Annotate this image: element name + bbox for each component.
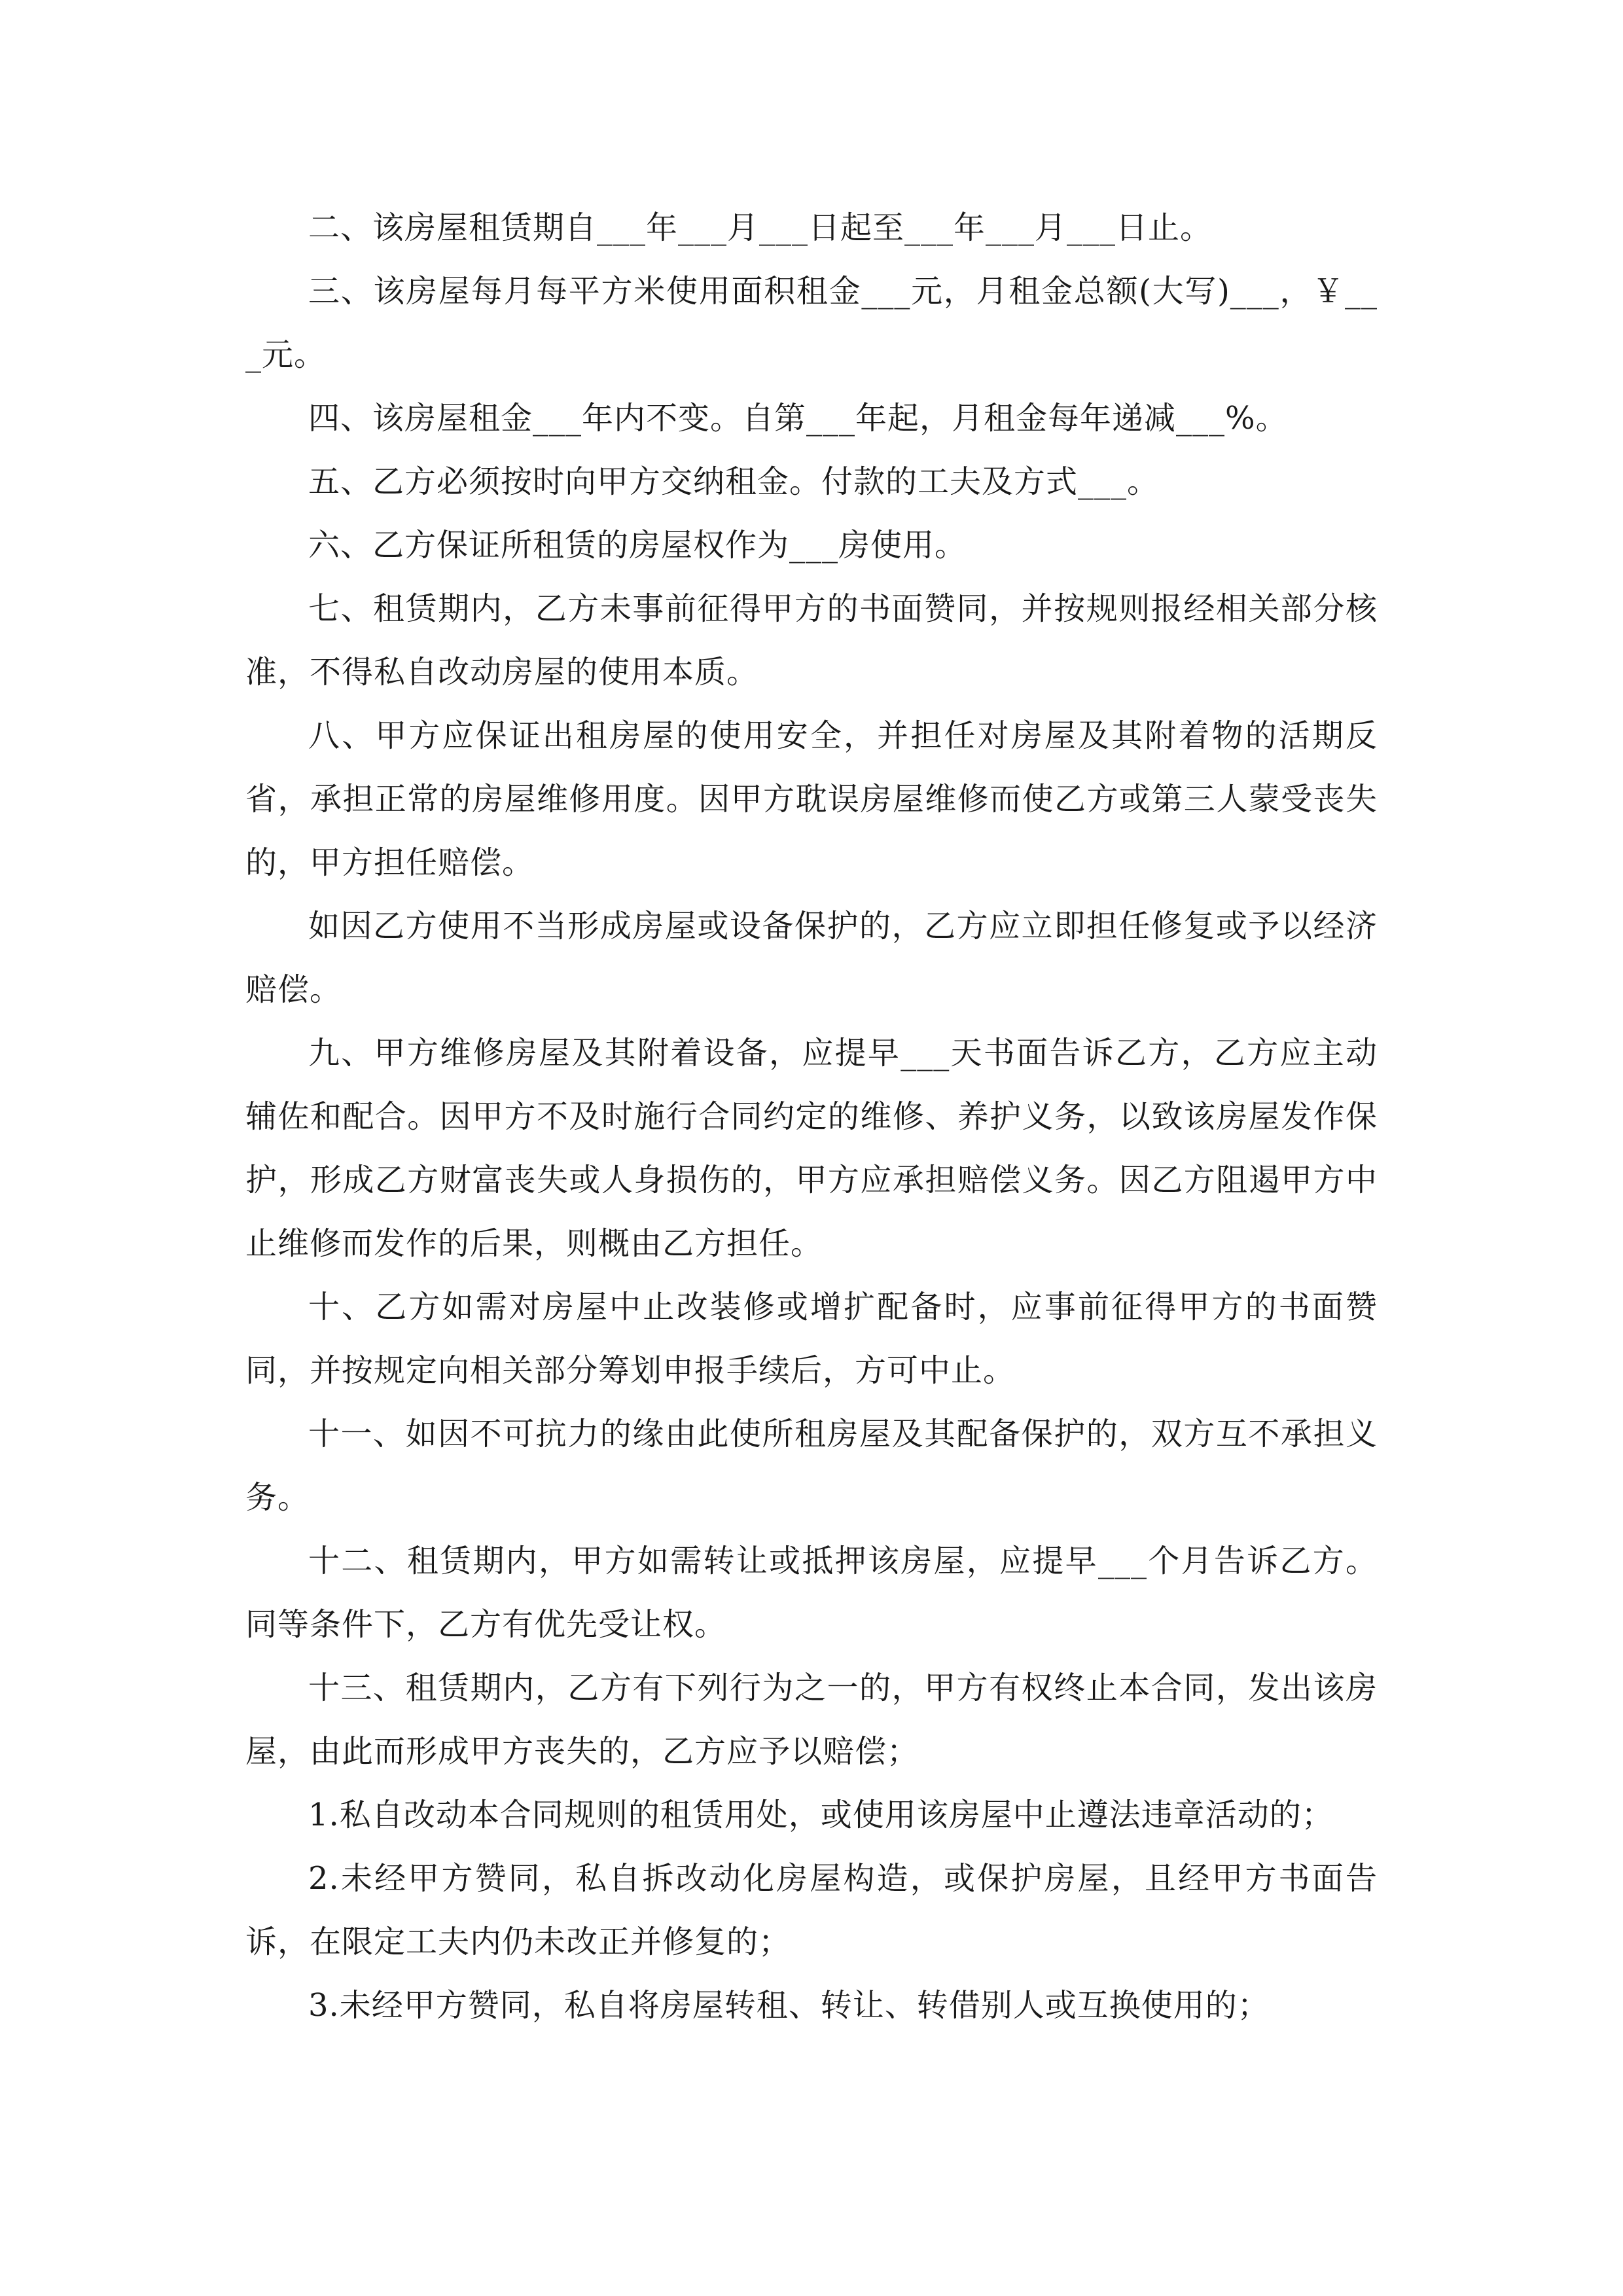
- clause-5-payment-method: 五、乙方必须按时向甲方交纳租金。付款的工夫及方式___。: [308, 463, 1160, 500]
- clause-3-rent-amount: 三、该房屋每月每平方米使用面积租金___元，月租金总额(大写)___，￥___元。: [245, 273, 1378, 373]
- clause-12-transfer-notice: 十二、租赁期内，甲方如需转让或抵押该房屋，应提早___个月告诉乙方。同等条件下，乙方有优先受让权。: [245, 1543, 1378, 1643]
- clause-7-usage-change: 七、租赁期内，乙方未事前征得甲方的书面赞同，并按规则报经相关部分核准，不得私自改动房屋的使用本质。: [245, 590, 1378, 691]
- clause-10-renovation: 十、乙方如需对房屋中止改装修或增扩配备时，应事前征得甲方的书面赞同，并按规定向相关部分筹划申报手续后，方可中止。: [245, 1289, 1378, 1389]
- clause-13-item-2: 2.未经甲方赞同，私自拆改动化房屋构造，或保护房屋，且经甲方书面告诉，在限定工夫内仍未改正并修复的；: [245, 1860, 1378, 1960]
- clause-13-termination: 十三、租赁期内，乙方有下列行为之一的，甲方有权终止本合同，发出该房屋，由此而形成甲方丧失的，乙方应予以赔偿；: [245, 1670, 1378, 1770]
- contract-body: [245, 196, 1378, 2037]
- clause-8-tenant-damage: 如因乙方使用不当形成房屋或设备保护的，乙方应立即担任修复或予以经济赔偿。: [245, 908, 1378, 1008]
- clause-11-force-majeure: 十一、如因不可抗力的缘由此使所租房屋及其配备保护的，双方互不承担义务。: [245, 1416, 1378, 1516]
- clause-13-item-1: 1.私自改动本合同规则的租赁用处，或使用该房屋中止遵法违章活动的；: [308, 1797, 1334, 1833]
- clause-13-item-3: 3.未经甲方赞同，私自将房屋转租、转让、转借别人或互换使用的；: [308, 1987, 1270, 2024]
- clause-8-maintenance: 八、甲方应保证出租房屋的使用安全，并担任对房屋及其附着物的活期反省，承担正常的房屋维修用度。因甲方耽误房屋维修而使乙方或第三人蒙受丧失的，甲方担任赔偿。: [245, 717, 1378, 881]
- clause-4-rent-adjustment: 四、该房屋租金___年内不变。自第___年起，月租金每年递减___%。: [308, 400, 1288, 437]
- clause-2-lease-term: 二、该房屋租赁期自___年___月___日起至___年___月___日止。: [308, 209, 1213, 246]
- clause-9-repair-notice: 九、甲方维修房屋及其附着设备，应提早___天书面告诉乙方，乙方应主动辅佐和配合。因甲方不及时施行合同约定的维修、养护义务，以致该房屋发作保护，形成乙方财富丧失或人身损伤的，甲方应承担赔偿义务。因乙方阻遏甲方中止维修而发作的后果，则概由乙方担任。: [245, 1035, 1378, 1262]
- clause-6-usage-purpose: 六、乙方保证所租赁的房屋权作为___房使用。: [308, 527, 967, 564]
